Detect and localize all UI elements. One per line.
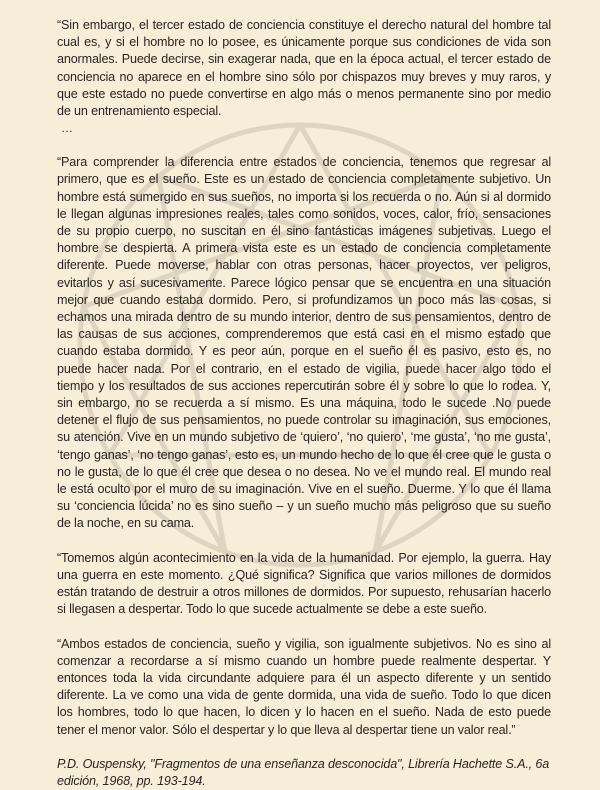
- quote-paragraph-4: “Ambos estados de conciencia, sueño y vigilia, son igualmente subjetivos. No es sino al comenzar a recordarse a sí mismo cuando un hombre puede realmente despertar. Y entonces toda la vida circundante adquiere para él un aspecto diferente y un sentido diferente. La ve como una vida de gente dormida, una vida de sueño. Todo lo que dicen los hombres, todo lo que hacen, lo dicen y lo hacen en el sueño. Nada de esto puede tener el menor valor. Sólo el despertar y lo que lleva al despertar tiene un valor real.”: [57, 636, 551, 737]
- quote-paragraph-3: “Tomemos algún acontecimiento en la vida de la humanidad. Por ejemplo, la guerra. Hay una guerra en este momento. ¿Qué significa? Significa que varios millones de dormidos están tratando de destruir a otros millones de dormidos. Por supuesto, rehusarían hacerlo si llegasen a despertar. Todo lo que sucede actualmente se debe a este sueño.: [57, 550, 551, 617]
- ellipsis: …: [61, 121, 73, 136]
- quote-document: [57, 17, 551, 790]
- citation: P.D. Ouspensky, "Fragmentos de una enseñanza desconocida", Librería Hachette S.A., 6a edición, 1968, pp. 193-194.: [57, 756, 550, 788]
- quote-paragraph-2: “Para comprender la diferencia entre estados de conciencia, tenemos que regresar al primero, que es el sueño. Este es un estado de conciencia completamente subjetivo. Un hombre está sumergido en sus sueños, no importa si los recuerda o no. Aún si al dormido le llegan algunas impresiones reales, tales como sonidos, voces, calor, frío, sensaciones de su propio cuerpo, no suscitan en él sino fantásticas imágenes subjetivas. Luego el hombre se despierta. A primera vista este es un estado de conciencia completamente diferente. Puede moverse, hablar con otras personas, hacer proyectos, ver peligros, evitarlos y así sucesivamente. Parece lógico pensar que se encuentra en una situación mejor que cuando estaba dormido. Pero, si profundizamos un poco más las cosas, si echamos una mirada dentro de su mundo interior, dentro de sus pensamientos, dentro de las causas de sus acciones, comprenderemos que está casi en el mismo estado que cuando estaba dormido. Y es peor aún, porque en el sueño él es pasivo, esto es, no puede hacer nada. Por el contrario, en el estado de vigilia, puede hacer algo todo el tiempo y los resultados de sus acciones repercutirán sobre él y sobre lo que lo rodea. Y, sin embargo, no se recuerda a sí mismo. Es una máquina, todo le sucede .No puede detener el flujo de sus pensamientos, no puede controlar su imaginación, sus emociones, su atención. Vive en un mundo subjetivo de ‘quiero’, ‘no quiero’, ‘me gusta’, ‘no me gusta’, ‘tengo ganas’, ‘no tengo ganas’, esto es, un mundo hecho de lo que él cree que le gusta o no le gusta, de lo que él cree que desea o no desea. No ve el mundo real. El mundo real le está oculto por el muro de su imaginación. Vive en el sueño. Duerme. Y lo que él llama su ‘conciencia lúcida’ no es sino sueño – y un sueño mucho más peligroso que su sueño de la noche, en su cama.: [57, 155, 551, 531]
- quote-paragraph-1: “Sin embargo, el tercer estado de conciencia constituye el derecho natural del hombre tal cual es, y si el hombre no lo posee, es únicamente porque sus condiciones de vida son anormales. Puede decirse, sin exagerar nada, que en la época actual, el tercer estado de conciencia no aparece en el hombre sino sólo por chispazos muy breves y muy raros, y que este estado no puede convertirse en algo más o menos permanente sino por medio de un entrenamiento especial.: [57, 18, 551, 119]
